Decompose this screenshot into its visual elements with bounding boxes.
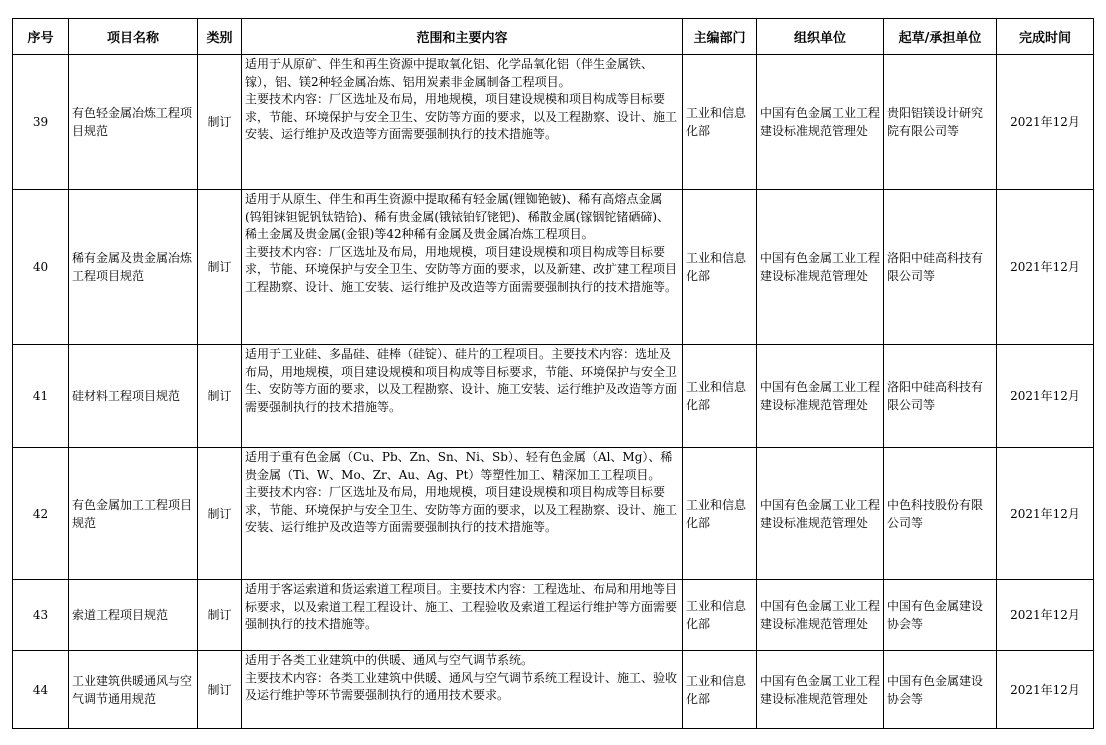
cell-name: 稀有金属及贵金属冶炼工程项目规范 bbox=[69, 190, 198, 345]
cell-time: 2021年12月 bbox=[997, 55, 1094, 190]
header-no: 序号 bbox=[13, 19, 69, 55]
cell-category: 制订 bbox=[198, 651, 242, 729]
cell-org: 中国有色金属工业工程建设标准规范管理处 bbox=[757, 55, 884, 190]
standards-plan-table bbox=[12, 18, 1094, 729]
scope-applicability: 适用于客运索道和货运索道工程项目。主要技术内容：工程选址、布局和用地等目标要求，以及索道工程工程设计、施工、工程验收及索道工程运行维护等方面需要强制执行的技术措施等。 bbox=[245, 582, 678, 632]
scope-applicability: 适用于工业硅、多晶硅、硅棒（硅锭）、硅片的工程项目。主要技术内容：选址及布局，用地规模，项目建设规模和项目构成等目标要求，节能、环境保护与安全卫生、安防等方面的要求，以及工程勘察、设计、施工安装、运行维护及改造等方面需要强制执行的技术措施等。 bbox=[245, 347, 678, 414]
cell-time: 2021年12月 bbox=[997, 651, 1094, 729]
cell-dept: 工业和信息化部 bbox=[683, 651, 757, 729]
cell-category: 制订 bbox=[198, 580, 242, 651]
cell-no: 39 bbox=[13, 55, 69, 190]
scope-technical-content: 主要技术内容：厂区选址及布局，用地规模，项目建设规模和项目构成等目标要求，节能、环境保护与安全卫生、安防等方面的要求，以及工程勘察、设计、施工安装、运行维护及改造等方面需要强制执行的技术措施等。 bbox=[245, 92, 678, 142]
table-header bbox=[13, 19, 1094, 55]
cell-no: 41 bbox=[13, 345, 69, 448]
cell-dept: 工业和信息化部 bbox=[683, 448, 757, 580]
header-time: 完成时间 bbox=[997, 19, 1094, 55]
scope-technical-content: 主要技术内容：厂区选址及布局，用地规模，项目建设规模和项目构成等目标要求，节能、环境保护与安全卫生、安防等方面的要求，以及新建、改扩建工程项目工程勘察、设计、施工安装、运行维护及改造等方面需要强制执行的技术措施等。 bbox=[245, 244, 678, 294]
scope-technical-content: 主要技术内容：厂区选址及布局，用地规模，项目建设规模和项目构成等目标要求，节能、环境保护与安全卫生、安防等方面的要求，以及工程勘察、设计、施工安装、运行维护及改造等方面需要强制执行的技术措施等。 bbox=[245, 485, 678, 535]
cell-category: 制订 bbox=[198, 190, 242, 345]
cell-time: 2021年12月 bbox=[997, 345, 1094, 448]
header-org: 组织单位 bbox=[757, 19, 884, 55]
table-row bbox=[13, 580, 1094, 651]
cell-scope bbox=[242, 190, 683, 345]
scope-technical-content: 主要技术内容：各类工业建筑中供暖、通风与空气调节系统工程设计、施工、验收及运行维护等环节需要强制执行的通用技术要求。 bbox=[245, 670, 678, 703]
cell-name: 有色轻金属冶炼工程项目规范 bbox=[69, 55, 198, 190]
scope-applicability: 适用于重有色金属（Cu、Pb、Zn、Sn、Ni、Sb）、轻有色金属（Al、Mg）、稀贵金属（Ti、W、Mo、Zr、Au、Ag、Pt）等塑性加工、精深加工工程项目。 bbox=[245, 450, 673, 482]
cell-org: 中国有色金属工业工程建设标准规范管理处 bbox=[757, 651, 884, 729]
header-category: 类别 bbox=[198, 19, 242, 55]
cell-name: 索道工程项目规范 bbox=[69, 580, 198, 651]
cell-drafter: 中国有色金属建设协会等 bbox=[884, 651, 997, 729]
table-row bbox=[13, 345, 1094, 448]
header-scope: 范围和主要内容 bbox=[242, 19, 683, 55]
cell-dept: 工业和信息化部 bbox=[683, 55, 757, 190]
header-drafter: 起草/承担单位 bbox=[884, 19, 997, 55]
scope-applicability: 适用于从原生、伴生和再生资源中提取稀有轻金属(锂铷铯铍)、稀有高熔点金属(钨钼铼钽铌钒钛锆铪)、稀有贵金属(锇铱铂钌铑钯)、稀散金属(镓铟铊锗硒碲)、稀土金属及贵金属(金银)等42种稀有金属及贵金属冶炼工程项目。 bbox=[245, 192, 670, 242]
cell-name: 硅材料工程项目规范 bbox=[69, 345, 198, 448]
header-name: 项目名称 bbox=[69, 19, 198, 55]
cell-scope bbox=[242, 651, 683, 729]
cell-time: 2021年12月 bbox=[997, 448, 1094, 580]
cell-no: 40 bbox=[13, 190, 69, 345]
cell-dept: 工业和信息化部 bbox=[683, 345, 757, 448]
cell-time: 2021年12月 bbox=[997, 580, 1094, 651]
header-dept: 主编部门 bbox=[683, 19, 757, 55]
cell-drafter: 贵阳铝镁设计研究院有限公司等 bbox=[884, 55, 997, 190]
cell-name: 工业建筑供暖通风与空气调节通用规范 bbox=[69, 651, 198, 729]
cell-no: 43 bbox=[13, 580, 69, 651]
cell-dept: 工业和信息化部 bbox=[683, 190, 757, 345]
cell-scope bbox=[242, 448, 683, 580]
scope-applicability: 适用于各类工业建筑中的供暖、通风与空气调节系统。 bbox=[245, 653, 534, 667]
cell-category: 制订 bbox=[198, 448, 242, 580]
cell-drafter: 中色科技股份有限公司等 bbox=[884, 448, 997, 580]
table-row bbox=[13, 448, 1094, 580]
cell-scope bbox=[242, 345, 683, 448]
cell-no: 44 bbox=[13, 651, 69, 729]
cell-org: 中国有色金属工业工程建设标准规范管理处 bbox=[757, 448, 884, 580]
cell-scope bbox=[242, 55, 683, 190]
cell-time: 2021年12月 bbox=[997, 190, 1094, 345]
cell-scope bbox=[242, 580, 683, 651]
cell-drafter: 洛阳中硅高科技有限公司等 bbox=[884, 190, 997, 345]
scope-applicability: 适用于从原矿、伴生和再生资源中提取氧化铝、化学品氧化铝（伴生金属铁、镓），铝、镁2种轻金属冶炼、铝用炭素非金属制备工程项目。 bbox=[245, 57, 654, 89]
cell-category: 制订 bbox=[198, 55, 242, 190]
cell-no: 42 bbox=[13, 448, 69, 580]
cell-drafter: 洛阳中硅高科技有限公司等 bbox=[884, 345, 997, 448]
table-row bbox=[13, 651, 1094, 729]
cell-org: 中国有色金属工业工程建设标准规范管理处 bbox=[757, 580, 884, 651]
header-row bbox=[13, 19, 1094, 55]
table-body bbox=[13, 55, 1094, 729]
cell-org: 中国有色金属工业工程建设标准规范管理处 bbox=[757, 345, 884, 448]
table-row bbox=[13, 190, 1094, 345]
cell-org: 中国有色金属工业工程建设标准规范管理处 bbox=[757, 190, 884, 345]
cell-category: 制订 bbox=[198, 345, 242, 448]
cell-dept: 工业和信息化部 bbox=[683, 580, 757, 651]
cell-drafter: 中国有色金属建设协会等 bbox=[884, 580, 997, 651]
cell-name: 有色金属加工工程项目规范 bbox=[69, 448, 198, 580]
table-row bbox=[13, 55, 1094, 190]
